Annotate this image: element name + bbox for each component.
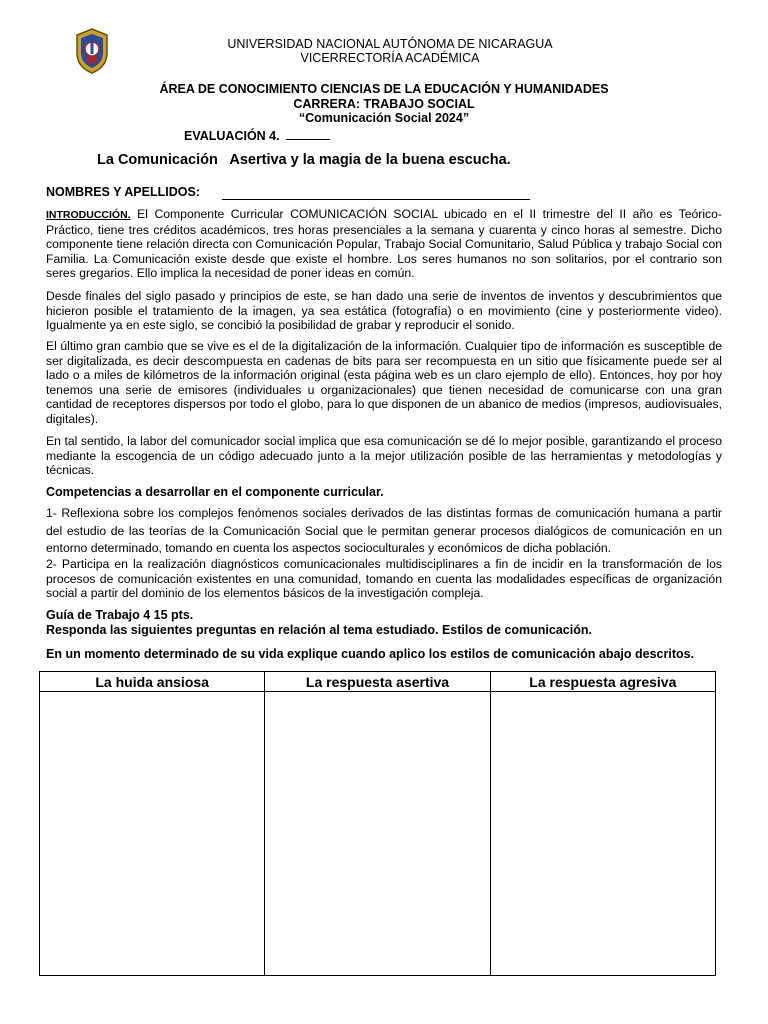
course-line: “Comunicación Social 2024” [298, 111, 470, 125]
answer-table [39, 671, 716, 976]
vice-rectorate: VICERRECTORÍA ACADÉMICA [300, 51, 480, 65]
answer-cell[interactable] [40, 692, 265, 976]
paragraph-3: El último gran cambio que se vive es el de la digitalización de la información. Cualquier tipo de información es susceptible de ser digitalizada, es decir descompuesta en cadenas de bits para ser recompuesta en un sitio que físicamente puede ser al lado o a miles de kilómetros de la información original (esta página web es un claro ejemplo de ello). Entonces, hoy por hoy tenemos una serie de emisores (individuales u organizacionales) que tienen necesidad de comunicarse con una gran cantidad de receptores dispersos por todo el globo, para lo que disponen de un abanico de medios (impresos, audiovisuales, digitales). [46, 339, 722, 426]
intro-text: El Componente Curricular COMUNICACIÓN SOCIAL ubicado en el II trimestre del II año es Teórico-Práctico, tiene tres créditos académicos, tres horas presenciales a la semana y cuarenta y cinco horas al semestre. Dicho componente tiene relación directa con Comunicación Popular, Trabajo Social Comunitario, Salud Pública y trabajo Social con Familia. La Comunicación existe desde que existe el hombre. Los seres humanos no son solitarios, por el contrario son seres gregarios. Ello implica la necesidad de poner ideas en común. [46, 207, 722, 281]
answer-cell[interactable] [490, 692, 715, 976]
university-name: UNIVERSIDAD NACIONAL AUTÓNOMA DE NICARAGUA [227, 37, 553, 51]
guide-question: En un momento determinado de su vida explique cuando aplico los estilos de comunicación abajo descritos. [46, 647, 695, 661]
document-title: La Comunicación Asertiva y la magia de la buena escucha. [97, 152, 511, 168]
intro-label: INTRODUCCIÓN. [46, 209, 131, 221]
intro-paragraph [46, 207, 722, 281]
evaluation-label [184, 129, 330, 143]
competency-item: 1- Reflexiona sobre los complejos fenómenos sociales derivados de las distintas formas de comunicación humana a partir del estudio de las teorías de la Comunicación Social que le permitan generar procesos dialógicos de comunicación en un entorno determinado, tomando en cuenta los aspectos socioculturales y económicos de dicha población. [46, 506, 722, 555]
career-line: CARRERA: TRABAJO SOCIAL [293, 96, 475, 111]
evaluation-text: EVALUACIÓN 4. [184, 129, 280, 143]
answer-cell[interactable] [265, 692, 490, 976]
table-answer-row [40, 692, 716, 976]
table-header-row [40, 672, 716, 692]
names-blank-line [222, 199, 530, 200]
column-header: La respuesta asertiva [265, 672, 490, 692]
evaluation-blank [286, 129, 330, 140]
paragraph-4: En tal sentido, la labor del comunicador social implica que esa comunicación se dé lo mejor posible, garantizando el proceso mediante la escogencia de un código adecuado junto a la mejor utilización posible de las herramientas y metodologías y técnicas. [46, 434, 722, 478]
competencies-title: Competencias a desarrollar en el componente curricular. [46, 485, 384, 499]
guide-section [46, 608, 592, 638]
competency-item: 2- Participa en la realización diagnósticos comunicacionales multidisciplinares a fin de incidir en la transformación de los procesos de comunicación existentes en una comunidad, tomando en cuenta las modalidades específicas de organización social a partir del dominio de los elementos básicos de la investigación compleja. [46, 557, 722, 601]
guide-title: Guía de Trabajo 4 15 pts. [46, 608, 194, 622]
area-heading [0, 82, 768, 126]
area-line: ÁREA DE CONOCIMIENTO CIENCIAS DE LA EDUCACIÓN Y HUMANIDADES [159, 82, 609, 96]
column-header: La huida ansiosa [40, 672, 265, 692]
paragraph-2: Desde finales del siglo pasado y principios de este, se han dado una serie de inventos de inventos y descubrimientos que hicieron posible el tratamiento de la imagen, ya sea estática (fotografía) o en movimiento (cine y posteriormente video). Igualmente ya en este siglo, se concibió la posibilidad de grabar y reproducir el sonido. [46, 289, 722, 333]
guide-instruction: Responda las siguientes preguntas en relación al tema estudiado. Estilos de comunicación. [46, 623, 592, 637]
names-label: NOMBRES Y APELLIDOS: [46, 185, 200, 199]
column-header: La respuesta agresiva [490, 672, 715, 692]
